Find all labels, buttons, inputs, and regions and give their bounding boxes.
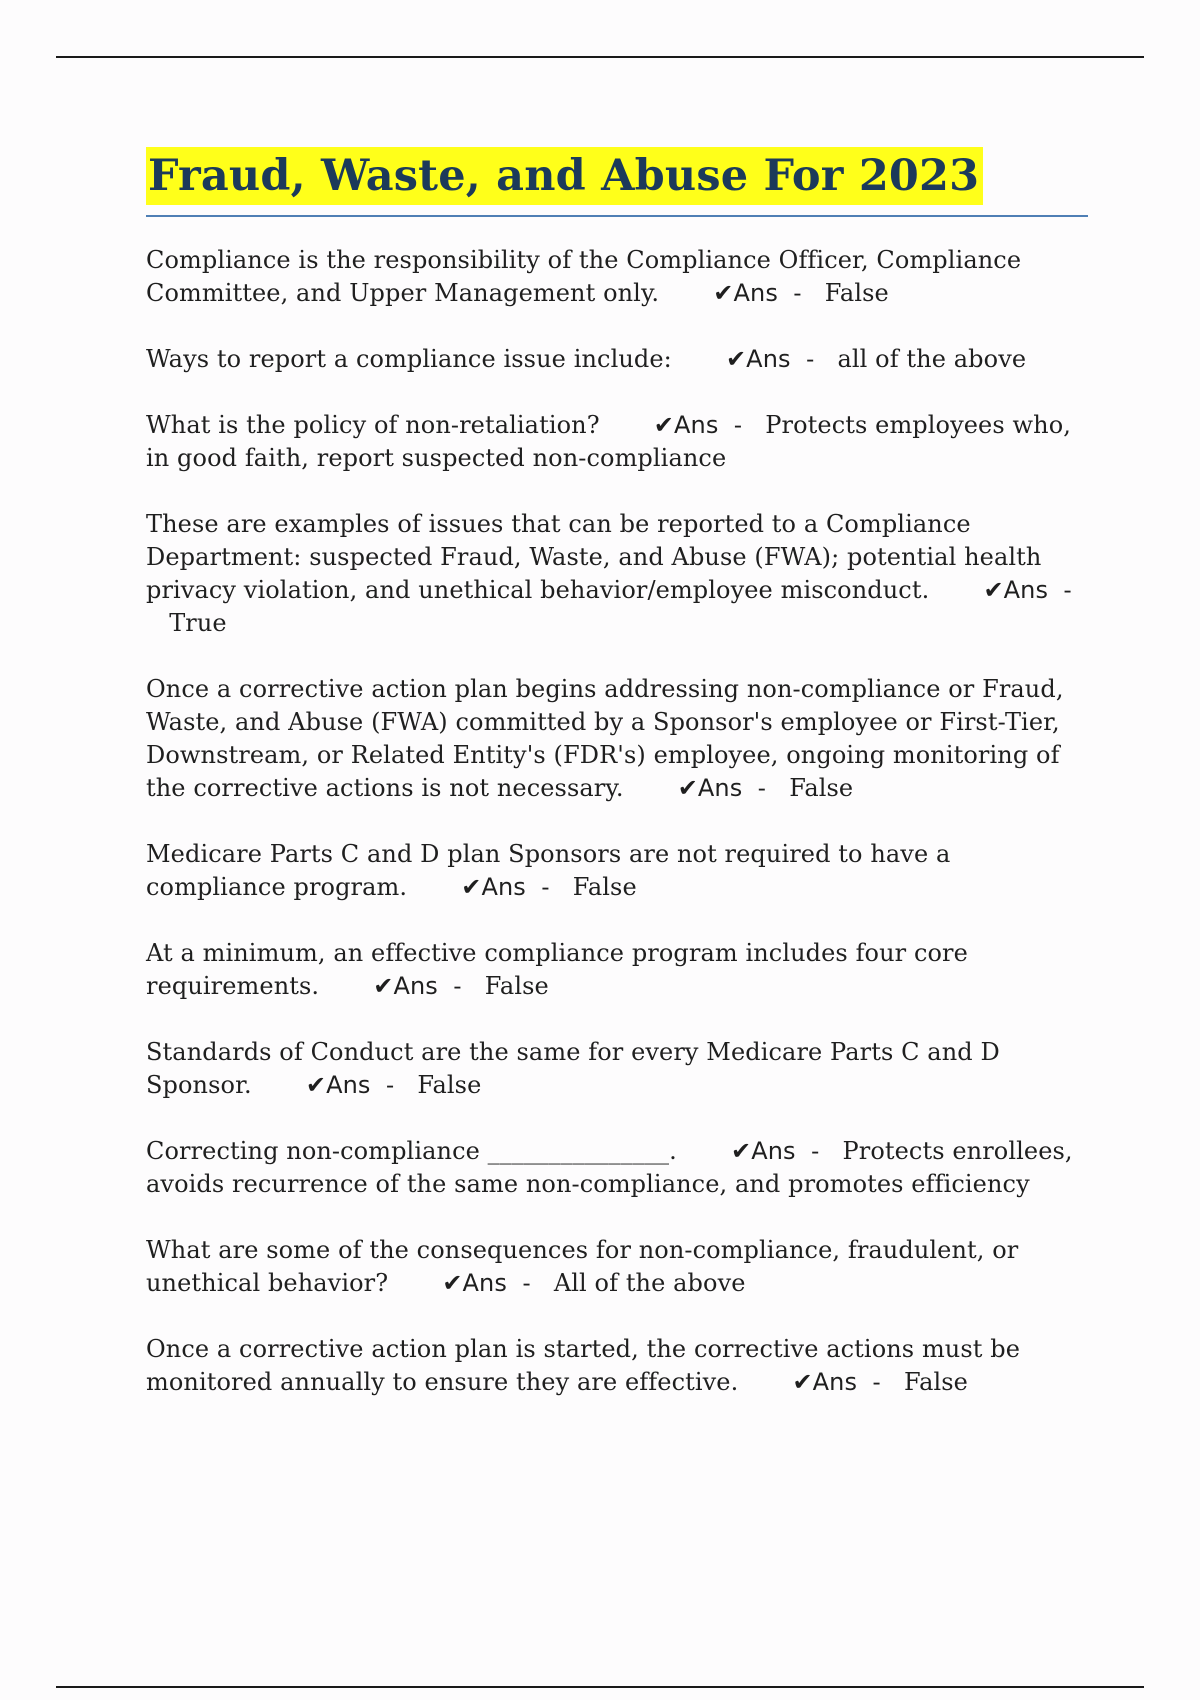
qa-item: Standards of Conduct are the same for every Medicare Parts C and D Sponsor. ✔Ans - False <box>146 1038 1000 1099</box>
answer-text: All of the above <box>553 1269 746 1297</box>
question-text: Correcting non-compliance _______________. <box>146 1137 677 1165</box>
qa-item: Correcting non-compliance _______________. ✔Ans - Protects enrollees, avoids recurrence of the same non-compliance, and promotes efficiency <box>146 1137 1073 1198</box>
qa-item: What is the policy of non-retaliation? ✔Ans - Protects employees who, in good faith, report suspected non-compliance <box>146 411 1071 472</box>
document-title: Fraud, Waste, and Abuse For 2023 <box>146 147 983 205</box>
answer-text: False <box>484 972 549 1000</box>
qa-item: These are examples of issues that can be reported to a Compliance Department: suspected Fraud, Waste, and Abuse (FWA); potential health privacy violation, and unethical behavior/employee misconduct. ✔Ans - True <box>146 510 1072 637</box>
answer-label: ✔Ans <box>677 774 743 802</box>
answer-label: ✔Ans <box>731 1137 796 1165</box>
question-text: What is the policy of non-retaliation? <box>146 411 600 439</box>
answer-label: ✔Ans <box>305 1071 371 1099</box>
question-text: Ways to report a compliance issue include: <box>146 345 672 373</box>
title-block <box>146 147 1088 217</box>
question-text: Once a corrective action plan is started, the corrective actions must be monitored annually to ensure they are effective. <box>146 1335 1021 1396</box>
answer-label: ✔Ans <box>442 1269 507 1297</box>
bottom-rule <box>56 1686 1144 1688</box>
answer-label: ✔Ans <box>653 411 719 439</box>
question-text: These are examples of issues that can be reported to a Compliance Department: suspected Fraud, Waste, and Abuse (FWA); potential health privacy violation, and unethical behavior/employee misconduct. <box>146 510 1042 604</box>
answer-text: False <box>824 279 889 307</box>
question-text: Medicare Parts C and D plan Sponsors are not required to have a compliance program. <box>146 840 951 901</box>
answer-label: ✔Ans <box>725 345 791 373</box>
qa-list <box>146 244 1086 1432</box>
answer-label: ✔Ans <box>792 1368 858 1396</box>
answer-text: Protects enrollees, avoids recurrence of the same non-compliance, and promotes efficiency <box>146 1137 1073 1198</box>
question-text: Compliance is the responsibility of the Compliance Officer, Compliance Committee, and Upper Management only. <box>146 246 1022 307</box>
question-text: What are some of the consequences for non-compliance, fraudulent, or unethical behavior? <box>146 1236 1019 1297</box>
answer-text: True <box>169 609 227 637</box>
answer-label: ✔Ans <box>461 873 526 901</box>
qa-item: Compliance is the responsibility of the Compliance Officer, Compliance Committee, and Upper Management only. ✔Ans - False <box>146 246 1022 307</box>
answer-label: ✔Ans <box>373 972 438 1000</box>
answer-label: ✔Ans <box>713 279 778 307</box>
answer-label: ✔Ans <box>983 576 1049 604</box>
answer-text: Protects employees who, in good faith, report suspected non-compliance <box>146 411 1071 472</box>
answer-text: all of the above <box>837 345 1027 373</box>
question-text: At a minimum, an effective compliance program includes four core requirements. <box>146 939 968 1000</box>
qa-item: Medicare Parts C and D plan Sponsors are not required to have a compliance program. ✔Ans - False <box>146 840 951 901</box>
qa-item: Once a corrective action plan begins addressing non-compliance or Fraud, Waste, and Abuse (FWA) committed by a Sponsor's employee or First-Tier, Downstream, or Related Entity's (FDR's) employee, ongoing monitoring of the corrective actions is not necessary. ✔Ans - False <box>146 675 1064 802</box>
qa-item: Ways to report a compliance issue include: ✔Ans - all of the above <box>146 345 1027 373</box>
top-rule <box>56 56 1144 58</box>
answer-text: False <box>572 873 637 901</box>
question-text: Once a corrective action plan begins addressing non-compliance or Fraud, Waste, and Abuse (FWA) committed by a Sponsor's employee or First-Tier, Downstream, or Related Entity's (FDR's) employee, ongoing monitoring of the corrective actions is not necessary. <box>146 675 1064 802</box>
qa-item: Once a corrective action plan is started, the corrective actions must be monitored annually to ensure they are effective. ✔Ans - False <box>146 1335 1021 1396</box>
qa-item: At a minimum, an effective compliance program includes four core requirements. ✔Ans - False <box>146 939 968 1000</box>
answer-text: False <box>903 1368 968 1396</box>
answer-text: False <box>789 774 854 802</box>
question-text: Standards of Conduct are the same for every Medicare Parts C and D Sponsor. <box>146 1038 1000 1099</box>
qa-item: What are some of the consequences for non-compliance, fraudulent, or unethical behavior? ✔Ans - All of the above <box>146 1236 1019 1297</box>
answer-text: False <box>417 1071 482 1099</box>
